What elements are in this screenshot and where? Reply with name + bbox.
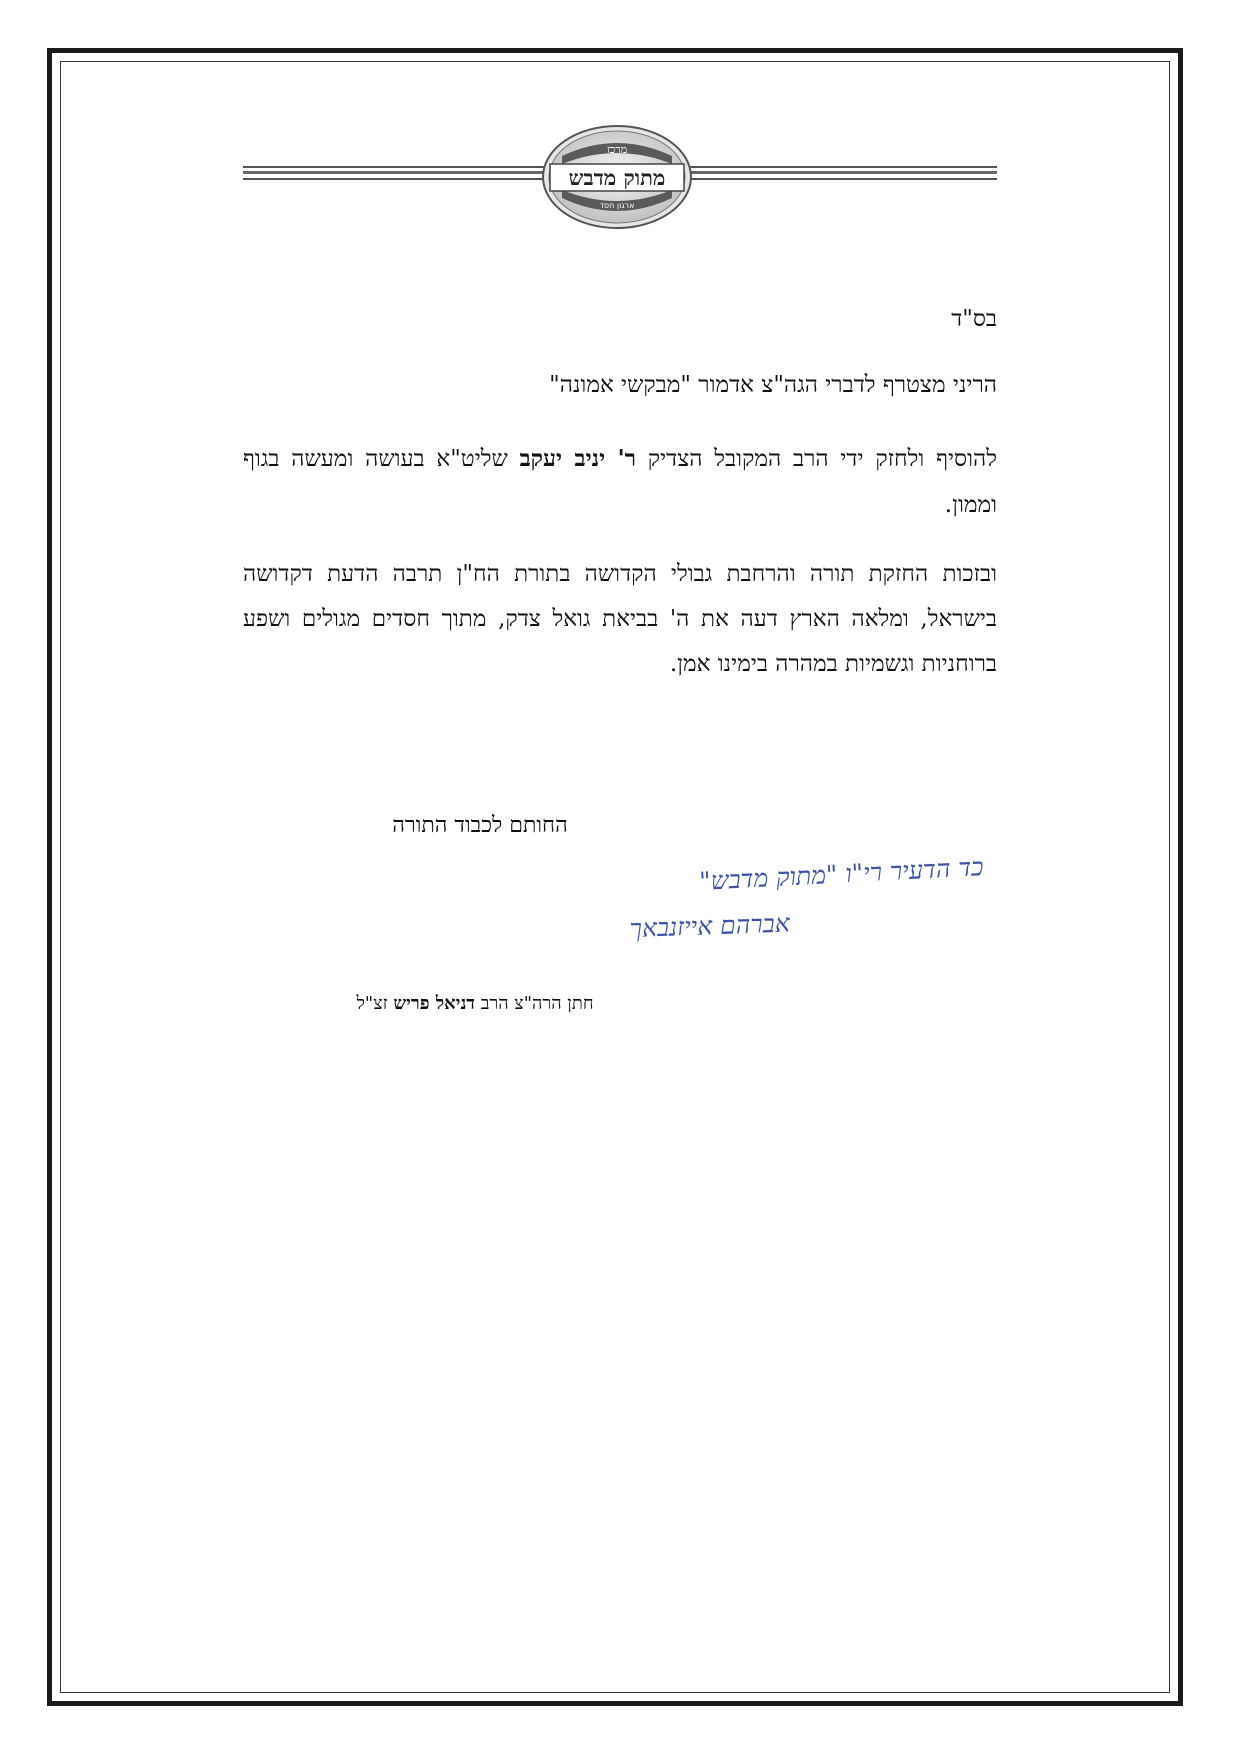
letter-paragraph-2 xyxy=(243,436,997,528)
signature-title: החותם לכבוד התורה xyxy=(392,813,568,838)
rabbi-name: ר' יניב יעקב xyxy=(519,445,636,472)
logo-main-text: מתוק מדבש xyxy=(568,165,666,190)
handwritten-signature xyxy=(230,852,985,970)
paragraph-2-text-end: שליט"א בעושה ומעשה בגוף וממון. xyxy=(243,446,997,518)
logo-bottom-text: ארגון חסד xyxy=(599,201,635,210)
logo-top-text: מרכז xyxy=(606,143,628,156)
letter-paragraph-3: ובזכות החזקת תורה והרחבת גבולי הקדושה בתורת הח"ן תרבה הדעת דקדושה בישראל, ומלאה הארץ דעה את ה' בביאת גואל צדק, מתוך חסדים מגולים ושפע ברוחניות וגשמיות במהרה בימינו אמן. xyxy=(243,561,997,677)
svg-text:אברהם אייזנבאך: אברהם אייזנבאך xyxy=(629,908,791,944)
letter-line-1: הריני מצטרף לדברי הגה"צ אדמור "מבקשי אמונה" xyxy=(549,372,997,398)
signer-prefix: חתן הרה"צ הרב xyxy=(474,993,594,1014)
signer-suffix: זצ"ל xyxy=(356,993,394,1014)
svg-text:כד הדעיר רי"ו "מתוק מדבש": כד הדעיר רי"ו "מתוק מדבש" xyxy=(698,852,985,896)
signer-name-line xyxy=(270,993,680,1014)
paragraph-2-text-start: להוסיף ולחזק ידי הרב המקובל הצדיק xyxy=(636,446,998,472)
signer-name: דניאל פריש xyxy=(393,993,475,1014)
organization-logo xyxy=(540,124,694,230)
bsd-heading: בס"ד xyxy=(951,306,997,332)
